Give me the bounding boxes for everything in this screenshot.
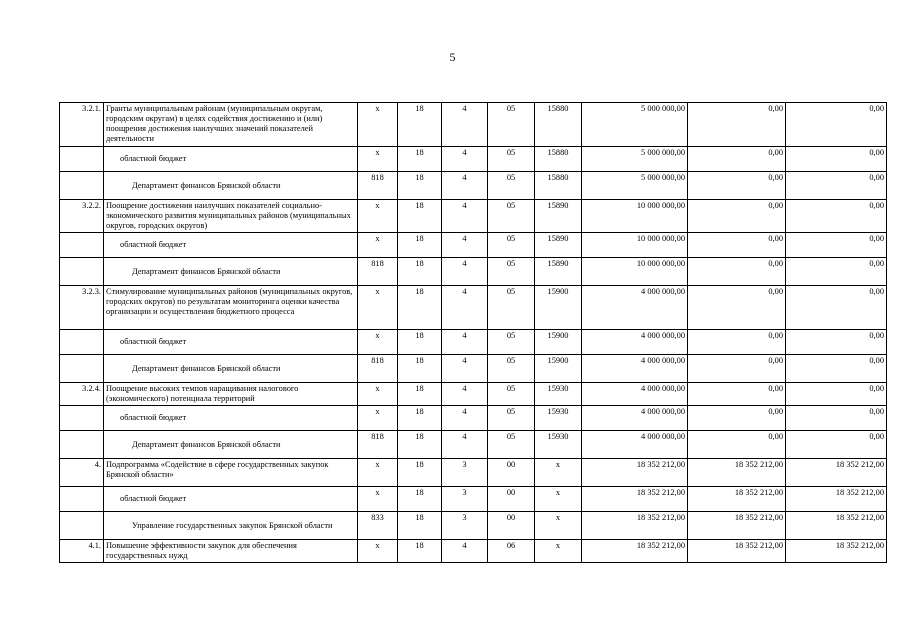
cell-v3: 0,00 [786, 406, 887, 431]
row-number [60, 147, 104, 172]
cell-ps: 05 [488, 233, 535, 258]
cell-gr: х [358, 540, 398, 563]
row-number [60, 330, 104, 355]
cell-v2: 0,00 [688, 258, 786, 286]
item-name: Департамент финансов Брянской области [104, 355, 358, 383]
table-row-main [60, 540, 887, 563]
row-number [60, 258, 104, 286]
cell-v3: 18 352 212,00 [786, 459, 887, 487]
cell-v1: 5 000 000,00 [582, 147, 688, 172]
cell-v2: 18 352 212,00 [688, 512, 786, 540]
table-row-budget [60, 147, 887, 172]
cell-v2: 0,00 [688, 355, 786, 383]
cell-rz: 18 [398, 383, 442, 406]
cell-v3: 18 352 212,00 [786, 540, 887, 563]
cell-rz: 18 [398, 330, 442, 355]
cell-rz: 18 [398, 172, 442, 200]
item-name: областной бюджет [104, 147, 358, 172]
cell-gr: х [358, 286, 398, 330]
cell-pr: 4 [442, 330, 488, 355]
cell-tsr: 15900 [535, 330, 582, 355]
cell-v3: 18 352 212,00 [786, 512, 887, 540]
cell-v3: 0,00 [786, 258, 887, 286]
cell-v2: 0,00 [688, 383, 786, 406]
cell-pr: 4 [442, 147, 488, 172]
cell-v2: 0,00 [688, 431, 786, 459]
cell-tsr: 15930 [535, 383, 582, 406]
cell-v1: 5 000 000,00 [582, 172, 688, 200]
cell-gr: х [358, 383, 398, 406]
cell-pr: 4 [442, 406, 488, 431]
cell-rz: 18 [398, 459, 442, 487]
cell-v1: 10 000 000,00 [582, 258, 688, 286]
cell-v2: 0,00 [688, 103, 786, 147]
cell-v3: 0,00 [786, 355, 887, 383]
cell-gr: х [358, 103, 398, 147]
cell-rz: 18 [398, 147, 442, 172]
cell-v3: 18 352 212,00 [786, 487, 887, 512]
cell-v1: 4 000 000,00 [582, 383, 688, 406]
cell-rz: 18 [398, 406, 442, 431]
cell-pr: 3 [442, 512, 488, 540]
cell-pr: 4 [442, 103, 488, 147]
table-row-main [60, 103, 887, 147]
item-name: Гранты муниципальным районам (муниципальным округам, городским округам) в целях содействия достижению и (или) поощрения достижения наилучших значений показателей деятельности [104, 103, 358, 147]
cell-ps: 00 [488, 512, 535, 540]
table-body [60, 103, 887, 563]
cell-gr: 818 [358, 172, 398, 200]
cell-pr: 4 [442, 200, 488, 233]
cell-pr: 4 [442, 286, 488, 330]
cell-v1: 4 000 000,00 [582, 330, 688, 355]
budget-table [59, 102, 887, 563]
table-row-dept [60, 258, 887, 286]
cell-v3: 0,00 [786, 383, 887, 406]
cell-gr: 818 [358, 258, 398, 286]
cell-tsr: 15880 [535, 172, 582, 200]
item-name: областной бюджет [104, 330, 358, 355]
cell-tsr: 15930 [535, 406, 582, 431]
item-name: Департамент финансов Брянской области [104, 258, 358, 286]
cell-v1: 4 000 000,00 [582, 286, 688, 330]
table-row-main [60, 200, 887, 233]
cell-v1: 18 352 212,00 [582, 459, 688, 487]
cell-v1: 4 000 000,00 [582, 406, 688, 431]
cell-pr: 4 [442, 258, 488, 286]
cell-ps: 05 [488, 258, 535, 286]
cell-tsr: х [535, 459, 582, 487]
cell-ps: 05 [488, 383, 535, 406]
cell-v1: 18 352 212,00 [582, 512, 688, 540]
table-row-budget [60, 487, 887, 512]
cell-tsr: 15900 [535, 286, 582, 330]
cell-v3: 0,00 [786, 147, 887, 172]
cell-tsr: х [535, 512, 582, 540]
cell-pr: 4 [442, 355, 488, 383]
row-number [60, 233, 104, 258]
cell-v3: 0,00 [786, 286, 887, 330]
item-name: областной бюджет [104, 233, 358, 258]
cell-gr: х [358, 406, 398, 431]
cell-v2: 0,00 [688, 200, 786, 233]
cell-v2: 0,00 [688, 330, 786, 355]
table-row-main [60, 383, 887, 406]
table-row-dept [60, 172, 887, 200]
item-name: Повышение эффективности закупок для обеспечения государственных нужд [104, 540, 358, 563]
cell-v2: 0,00 [688, 406, 786, 431]
row-number: 3.2.2. [60, 200, 104, 233]
item-name: Департамент финансов Брянской области [104, 172, 358, 200]
cell-rz: 18 [398, 103, 442, 147]
table-row-dept [60, 355, 887, 383]
cell-rz: 18 [398, 540, 442, 563]
cell-ps: 00 [488, 459, 535, 487]
cell-v3: 0,00 [786, 330, 887, 355]
item-name: Поощрение достижения наилучших показателей социально-экономического развития муниципальных районов (муниципальных округов, городских округов) [104, 200, 358, 233]
item-name: Подпрограмма «Содействие в сфере государственных закупок Брянской области» [104, 459, 358, 487]
cell-tsr: 15930 [535, 431, 582, 459]
cell-pr: 3 [442, 459, 488, 487]
cell-ps: 06 [488, 540, 535, 563]
cell-pr: 4 [442, 383, 488, 406]
row-number [60, 431, 104, 459]
cell-gr: х [358, 200, 398, 233]
cell-ps: 05 [488, 147, 535, 172]
cell-gr: х [358, 330, 398, 355]
cell-v2: 18 352 212,00 [688, 487, 786, 512]
cell-ps: 05 [488, 286, 535, 330]
item-name: Департамент финансов Брянской области [104, 431, 358, 459]
cell-v1: 4 000 000,00 [582, 355, 688, 383]
cell-v2: 0,00 [688, 286, 786, 330]
table-row-dept [60, 512, 887, 540]
item-name: Стимулирование муниципальных районов (муниципальных округов, городских округов) по результатам мониторинга оценки качества организации и осуществления бюджетного процесса [104, 286, 358, 330]
cell-rz: 18 [398, 233, 442, 258]
cell-pr: 4 [442, 233, 488, 258]
cell-v2: 0,00 [688, 172, 786, 200]
cell-v2: 18 352 212,00 [688, 459, 786, 487]
cell-v2: 0,00 [688, 233, 786, 258]
row-number: 4. [60, 459, 104, 487]
cell-v2: 0,00 [688, 147, 786, 172]
cell-v1: 18 352 212,00 [582, 487, 688, 512]
table-row-main [60, 286, 887, 330]
cell-v1: 10 000 000,00 [582, 233, 688, 258]
row-number [60, 172, 104, 200]
cell-rz: 18 [398, 258, 442, 286]
cell-gr: х [358, 147, 398, 172]
row-number: 3.2.4. [60, 383, 104, 406]
cell-tsr: 15880 [535, 103, 582, 147]
cell-v3: 0,00 [786, 172, 887, 200]
cell-tsr: х [535, 487, 582, 512]
table-row-budget [60, 233, 887, 258]
cell-tsr: х [535, 540, 582, 563]
cell-gr: 818 [358, 431, 398, 459]
cell-gr: 818 [358, 355, 398, 383]
row-number: 3.2.3. [60, 286, 104, 330]
cell-gr: х [358, 233, 398, 258]
row-number: 3.2.1. [60, 103, 104, 147]
cell-v1: 18 352 212,00 [582, 540, 688, 563]
row-number: 4.1. [60, 540, 104, 563]
row-number [60, 487, 104, 512]
cell-pr: 4 [442, 172, 488, 200]
cell-rz: 18 [398, 431, 442, 459]
item-name: Управление государственных закупок Брянской области [104, 512, 358, 540]
cell-ps: 05 [488, 355, 535, 383]
item-name: областной бюджет [104, 487, 358, 512]
cell-v1: 10 000 000,00 [582, 200, 688, 233]
cell-tsr: 15890 [535, 258, 582, 286]
cell-pr: 3 [442, 487, 488, 512]
cell-ps: 05 [488, 172, 535, 200]
table-row-main [60, 459, 887, 487]
item-name: Поощрение высоких темпов наращивания налогового (экономического) потенциала территорий [104, 383, 358, 406]
cell-tsr: 15900 [535, 355, 582, 383]
cell-rz: 18 [398, 286, 442, 330]
cell-v3: 0,00 [786, 431, 887, 459]
cell-pr: 4 [442, 431, 488, 459]
row-number [60, 406, 104, 431]
table-row-budget [60, 330, 887, 355]
cell-ps: 05 [488, 103, 535, 147]
cell-gr: х [358, 459, 398, 487]
cell-v3: 0,00 [786, 233, 887, 258]
row-number [60, 355, 104, 383]
cell-ps: 05 [488, 330, 535, 355]
cell-v3: 0,00 [786, 103, 887, 147]
cell-rz: 18 [398, 487, 442, 512]
cell-tsr: 15880 [535, 147, 582, 172]
cell-ps: 05 [488, 406, 535, 431]
cell-v2: 18 352 212,00 [688, 540, 786, 563]
cell-ps: 00 [488, 487, 535, 512]
cell-gr: 833 [358, 512, 398, 540]
cell-rz: 18 [398, 200, 442, 233]
cell-pr: 4 [442, 540, 488, 563]
row-number [60, 512, 104, 540]
page-number: 5 [449, 50, 456, 64]
cell-ps: 05 [488, 200, 535, 233]
cell-v1: 4 000 000,00 [582, 431, 688, 459]
cell-ps: 05 [488, 431, 535, 459]
cell-tsr: 15890 [535, 233, 582, 258]
cell-v1: 5 000 000,00 [582, 103, 688, 147]
cell-v3: 0,00 [786, 200, 887, 233]
table-row-dept [60, 431, 887, 459]
cell-rz: 18 [398, 512, 442, 540]
cell-tsr: 15890 [535, 200, 582, 233]
cell-rz: 18 [398, 355, 442, 383]
table-row-budget [60, 406, 887, 431]
item-name: областной бюджет [104, 406, 358, 431]
cell-gr: х [358, 487, 398, 512]
